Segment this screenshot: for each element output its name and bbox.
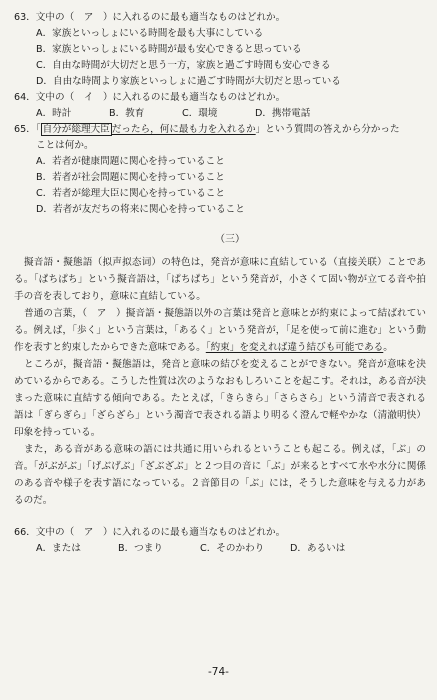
passage-paragraph-2-text: 普通の言葉，（ ア ）擬音語・擬態語以外の言葉は発音と意味とが約束によって結ばれている。例えば，「歩く」という言葉は，「あるく」という発音が，「足を使って前に進む」という動作を表すと約束したからできた意味である。	[14, 308, 426, 353]
question-63-option-a: A．家族といっしょにいる時間を最も大事にしている	[36, 28, 264, 39]
question-63	[14, 10, 426, 90]
question-66-option-d: D．あるいは	[290, 543, 346, 554]
spacer	[14, 509, 426, 525]
question-64-option-b: B．教育	[109, 108, 145, 119]
passage-paragraph-4: また，ある音がある意味の語には共通に用いられるということも起こる。例えば，「ぶ」の音。「がぶがぶ」「げぶげぶ」「ざぶざぶ」と２つ目の音に「ぶ」が来るとすべて水や水分に関係のある音や様子を表す語になっている。２音節目の「ぶ」には，そうした意味を与える力があるのだ。	[14, 444, 426, 506]
passage-paragraph-3: ところが，擬音語・擬態語は，発音と意味の結びを変えることができない。発音が意味を決めているからである。こうした性質は次のようなおもしろいことを起こす。それは，ある音が決まった意味に直結する傾向である。たとえば，「きらきら」「さらさら」という清音で表される語は「ぎらぎら」「ざらざら」という濁音で表される語より明るく澄んで軽やかな（清澈明快）印象を持っている。	[14, 359, 426, 438]
passage-paragraph-1: 擬音語・擬態語（拟声拟态词）の特色は，発音が意味に直結している（直接关联）ことである。「ぱちぱち」という擬音語は，「ぱちぱち」という発音が，小さくて固い物が立てる音や拍手の音を表しており，意味に直結している。	[14, 257, 426, 302]
question-66-option-c: C．そのかわり	[200, 543, 265, 554]
question-65-boxed-text: 自分が総理大臣	[42, 124, 110, 135]
question-66-stem: 66．文中の（ ア ）に入れるのに最も適当なものはどれか。	[14, 527, 286, 538]
question-65-underlined-text: だったら，何に最も力を入れるか	[111, 124, 256, 135]
question-65-stem	[14, 122, 426, 138]
question-64-option-d: D．携帯電話	[255, 108, 311, 119]
question-66-option-a: A．または	[36, 543, 81, 554]
question-65-stem-continuation: ことは何か。	[36, 140, 94, 151]
question-63-option-d: D．自由な時間より家族といっしょに過ごす時間が大切だと思っている	[36, 76, 341, 87]
question-65-option-b: B．若者が社会問題に関心を持っていること	[36, 172, 225, 183]
question-66	[14, 525, 426, 557]
question-63-stem: 63．文中の（ ア ）に入れるのに最も適当なものはどれか。	[14, 12, 286, 23]
question-65-number: 65．	[14, 124, 36, 135]
question-64	[14, 90, 426, 122]
question-65-quote-close: 」	[255, 124, 266, 135]
reading-passage	[14, 254, 426, 509]
passage-paragraph-2-end: 。	[383, 342, 393, 353]
question-66-options	[14, 541, 426, 557]
exam-page	[14, 10, 426, 557]
question-64-stem: 64．文中の（ イ ）に入れるのに最も適当なものはどれか。	[14, 92, 286, 103]
question-65-stem-rest: という質問の答えから分かった	[265, 124, 400, 135]
question-63-option-b: B．家族といっしょにいる時間が最も安心できると思っている	[36, 44, 302, 55]
question-65-option-c: C．若者が総理大臣に関心を持っていること	[36, 188, 225, 199]
question-66-option-b: B．つまり	[118, 543, 163, 554]
question-65-option-a: A．若者が健康問題に関心を持っていること	[36, 156, 225, 167]
question-65-quote-open: 「	[35, 124, 41, 135]
section-heading: （三）	[215, 234, 245, 245]
passage-paragraph-2	[14, 305, 426, 356]
question-64-option-a: A．時計	[36, 108, 72, 119]
question-65	[14, 122, 426, 218]
question-64-option-c: C．環境	[182, 108, 218, 119]
passage-paragraph-2-underlined: 「約束」を変えれば違う結びも可能である	[205, 342, 384, 353]
page-number: -74-	[208, 666, 229, 678]
question-64-options	[14, 106, 426, 122]
question-63-option-c: C．自由な時間が大切だと思う一方，家族と過ごす時間も安心できる	[36, 60, 331, 71]
question-65-option-d: D．若者が友だちの将来に関心を持っていること	[36, 204, 245, 215]
